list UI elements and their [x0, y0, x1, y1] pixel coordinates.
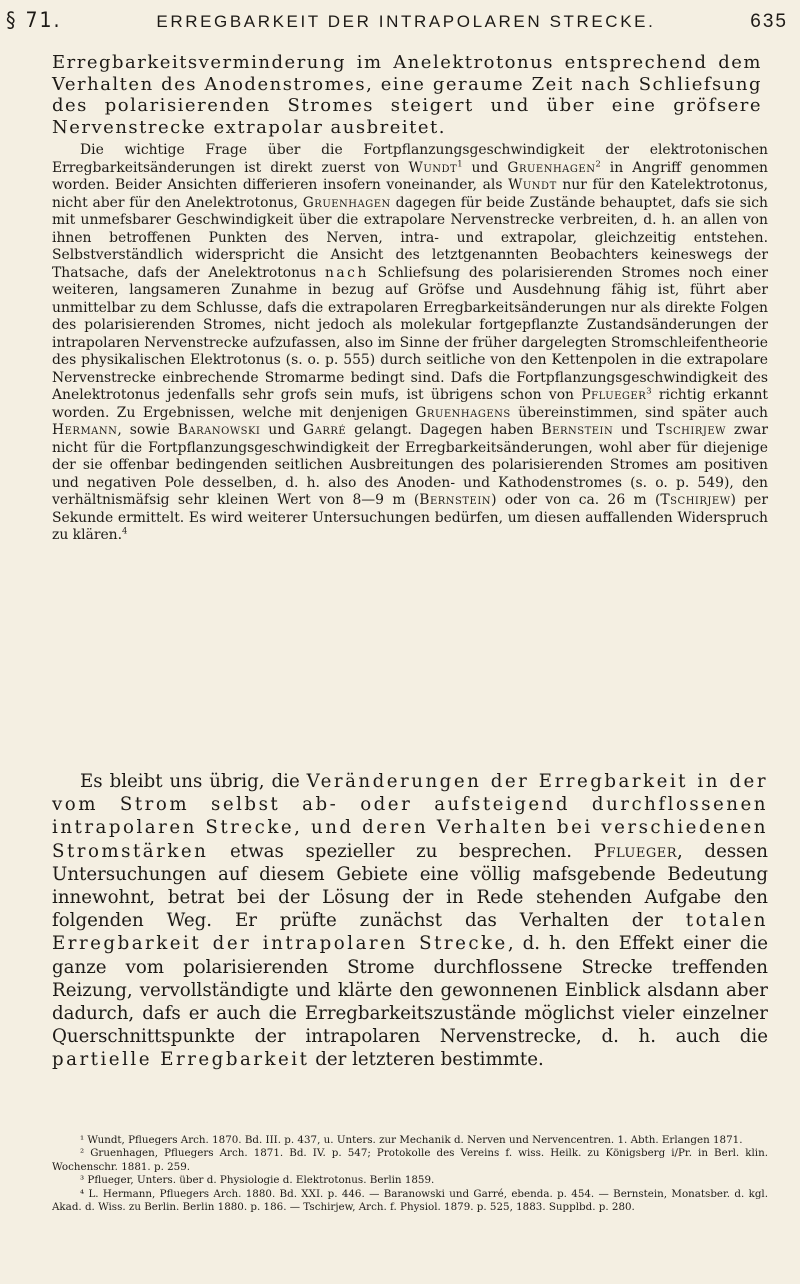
author-name: Bernstein [541, 422, 614, 438]
author-name: Wundt [508, 177, 557, 193]
section-number: § 71. [6, 8, 62, 32]
emphasis: partielle Erregbarkeit [52, 1049, 310, 1071]
footnote-ref: 1 [457, 157, 463, 168]
author-name: Gruenhagens [415, 404, 511, 421]
footnote: ³ Pflueger, Unters. über d. Physiologie d. Elektrotonus. Berlin 1859. [80, 1174, 435, 1187]
running-title: ERREGBARKEIT DER INTRAPOLAREN STRECKE. [156, 12, 656, 31]
author-name: Gruenhagen [302, 194, 391, 211]
author-name: Pflueger [581, 387, 647, 403]
author-name: Tschirjew [655, 422, 726, 438]
page-number: 635 [750, 11, 788, 32]
footnote-ref: 2 [595, 157, 601, 168]
lead-paragraph: Erregbarkeitsverminderung im Anelektrotonus entsprechend dem Verhalten des Anodenstromes, eine geraume Zeit nach Schliefsung des polarisierenden Stromes steigert und über eine gröfsere Nervenstrecke extrapolar ausbreitet. [52, 52, 762, 138]
author-name: Wundt [408, 159, 458, 176]
running-header [6, 8, 788, 36]
author-name: Hermann [52, 422, 118, 438]
author-name: Tschirjew [660, 492, 731, 508]
author-name: Pflueger [593, 840, 677, 862]
author-name: Bernstein [419, 492, 492, 508]
footnote-ref: 4 [122, 525, 128, 536]
footnote-ref: 3 [646, 385, 652, 396]
footnote: ² Gruenhagen, Pfluegers Arch. 1871. Bd. IV. p. 547; Protokolle des Vereins f. wiss. Heilk. zu Königsberg i/Pr. in Berl. klin. Wochenschr. 1881. p. 259. [52, 1147, 768, 1173]
emphasis: nach [324, 264, 369, 281]
author-name: Garré [303, 422, 347, 438]
emphasis: totalen Erregbarkeit der intrapolaren Strecke [52, 910, 768, 955]
emphasis: Veränderungen der Erregbarkeit in der vom Strom selbst ab- oder aufsteigend durchflossenen intrapolaren Strecke, und deren Verhalten bei verschiedenen Stromstärken [52, 771, 769, 862]
author-name: Baranowski [177, 422, 261, 438]
footnotes [52, 1134, 768, 1214]
footnote: ⁴ L. Hermann, Pfluegers Arch. 1880. Bd. XXI. p. 446. — Baranowski und Garré, ebenda. p. 454. — Bernstein, Monatsber. d. kgl. Akad. d. Wiss. zu Berlin. Berlin 1880. p. 186. — Tschirjew, Arch. f. Physiol. 1879. p. 525, 1883. Supplbd. p. 280. [52, 1187, 768, 1214]
footnote: ¹ Wundt, Pfluegers Arch. 1870. Bd. III. p. 437, u. Unters. zur Mechanik d. Nerven und Nervencentren. 1. Abth. Erlangen 1871. [80, 1134, 743, 1146]
small-print-paragraph: Die wichtige Frage über die Fortpflanzungsgeschwindigkeit der elektrotonischen Erregbarkeitsänderungen ist direkt zuerst von Wundt$^1$ und Gruenhagen$^2$ in Angriff genommen worden. Beider Ansichten differieren insofern voneinander, als Wundt nur für den Katelektrotonus, nicht aber für den Anelektrotonus, Gruenhagen dagegen für beide Zustände behauptet, dafs sie sich mit unmefsbarer Geschwindigkeit über die extrapolare Nervenstrecke verbreiten, d. h. an allen von ihnen betroffenen Punkten des Nerven, intra- und extrapolar, gleichzeitig entstehen. Selbstverständlich widerspricht die Ansicht des letztgenannten Beobachters keineswegs der Thatsache, dafs der Anelektrotonus nach Schliefsung des polarisierenden Stromes noch einer weiteren, langsameren Zunahme in bezug auf Gröfse und Ausdehnung fähig ist, führt aber unmittelbar zu dem Schlusse, dafs die extrapolaren Erregbarkeitsänderungen nur als direkte Folgen des polarisierenden Stromes, nicht jedoch als molekular fortgepflanzte Zustandsänderungen der intrapolaren Nervenstrecke aufzufassen, also im Sinne der früher dargelegten Stromschleifentheorie des physikalischen Elektrotonus (s. o. p. 555) durch seitliche von den Kettenpolen in die extrapolare Nervenstrecke einbrechende Stromarme bedingt sind. Dafs die Fortpflanzungsgeschwindigkeit des Anelektrotonus jedenfalls sehr grofs sein mufs, ist übrigens schon von Pflueger$^3$ richtig erkannt worden. Zu Ergebnissen, welche mit denjenigen Gruenhagens übereinstimmen, sind später auch Hermann, sowie Baranowski und Garré gelangt. Dagegen haben Bernstein und Tschirjew zwar nicht für die Fortpflanzungsgeschwindigkeit der Erregbarkeitsänderungen, wohl aber für diejenige der sie offenbar bedingenden seitlichen Ausbreitungen des polarisierenden Stromes am positiven und negativen Pole desselben, d. h. also des Anoden- und Kathodenstromes (s. o. p. 549), den verhältnismäfsig sehr kleinen Wert von 8—9 m (Bernstein) oder von ca. 26 m (Tschirjew) per Sekunde ermittelt. Es wird weiterer Untersuchungen bedürfen, um diesen auffallenden Widerspruch zu klären.$^4$ [52, 142, 769, 543]
main-paragraph: Es bleibt uns übrig, die Veränderungen der Erregbarkeit in der vom Strom selbst ab- oder aufsteigend durchflossenen intrapolaren Strecke, und deren Verhalten bei verschiedenen Stromstärken etwas spezieller zu besprechen. Pflueger, dessen Untersuchungen auf diesem Gebiete eine völlig mafsgebende Bedeutung innewohnt, betrat bei der Lösung der in Rede stehenden Aufgabe den folgenden Weg. Er prüfte zunächst das Verhalten der totalen Erregbarkeit der intrapolaren Strecke, d. h. den Effekt einer die ganze vom polarisierenden Strome durchflossene Strecke treffenden Reizung, vervollständigte und klärte den gewonnenen Einblick alsdann aber dadurch, dafs er auch die Erregbarkeitszustände möglichst vieler einzelner Querschnittspunkte der intrapolaren Nervenstrecke, d. h. auch die partielle Erregbarkeit der letzteren bestimmte. [52, 771, 769, 1071]
author-name: Gruenhagen [507, 159, 596, 176]
